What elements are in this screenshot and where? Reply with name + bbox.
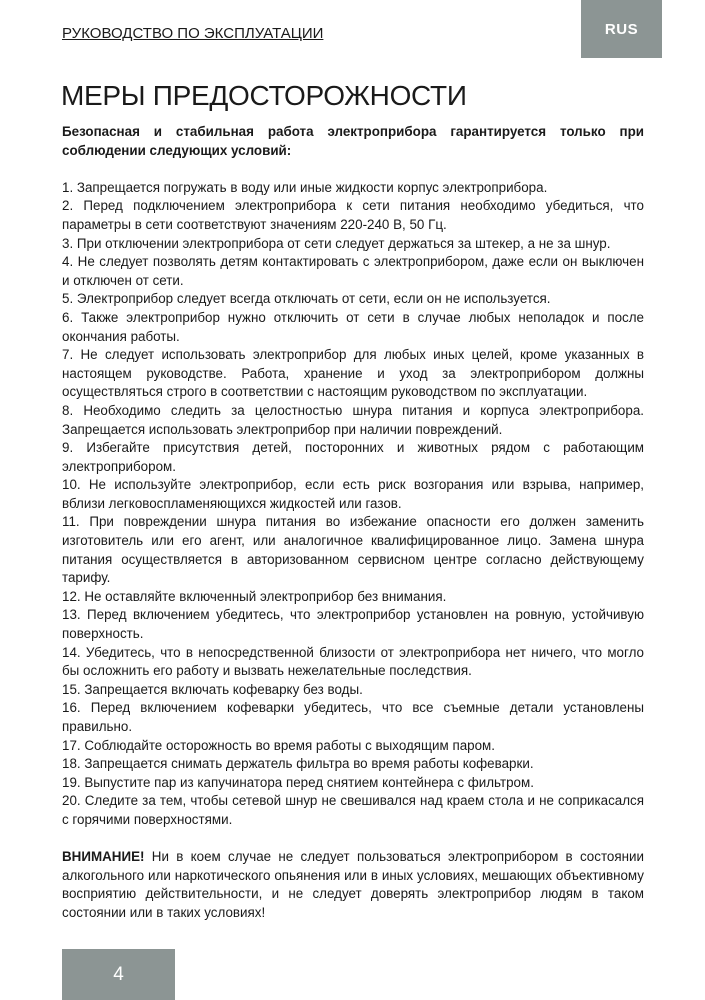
warning-paragraph (62, 848, 644, 922)
rule-item: 11. При повреждении шнура питания во избежание опасности его должен заменить изготовитель или его агент, или аналогичное квалифицированное лицо. Замена шнура питания осуществляется в авторизованном сервисном центре согласно действующему тарифу. (62, 514, 644, 586)
rule-item: 2. Перед подключением электроприбора к сети питания необходимо убедиться, что параметры в сети соответствуют значениям 220-240 В, 50 Гц. (62, 198, 644, 232)
rule-item: 16. Перед включением кофеварки убедитесь, что все съемные детали установлены правильно. (62, 700, 644, 734)
rule-item: 18. Запрещается снимать держатель фильтра во время работы кофеварки. (62, 756, 534, 772)
rule-item: 20. Следите за тем, чтобы сетевой шнур не свешивался над краем стола и не соприкасался с горячими поверхностями. (62, 793, 644, 827)
rule-item: 9. Избегайте присутствия детей, посторонних и животных рядом с работающим электроприбором. (62, 440, 644, 474)
rule-item: 3. При отключении электроприбора от сети следует держаться за штекер, а не за шнур. (62, 235, 611, 251)
warning-text: Ни в коем случае не следует пользоваться электроприбором в состоянии алкогольного или наркотического опьянения или в иных условиях, мешающих объективному восприятию действительности, и не следует доверять электроприбор людям в таком состоянии или в таких условиях! (62, 849, 644, 920)
rule-item: 19. Выпустите пар из капучинатора перед снятием контейнера с фильтром. (62, 774, 534, 790)
warning-label: ВНИМАНИЕ! (62, 849, 145, 865)
rule-item: 4. Не следует позволять детям контактировать с электроприбором, даже если он выключен и отключен от сети. (62, 254, 644, 288)
rule-item: 12. Не оставляйте включенный электроприбор без внимания. (62, 588, 447, 604)
rule-item: 10. Не используйте электроприбор, если есть риск возгорания или взрыва, например, вблизи легковоспламеняющихся жидкостей или газов. (62, 477, 644, 511)
rule-item: 5. Электроприбор следует всегда отключать от сети, если он не используется. (62, 291, 551, 307)
intro-paragraph: Безопасная и стабильная работа электроприбора гарантируется только при соблюдении следующих условий: (62, 124, 644, 158)
rule-item: 1. Запрещается погружать в воду или иные жидкости корпус электроприбора. (62, 179, 548, 195)
rule-item: 7. Не следует использовать электроприбор для любых иных целей, кроме указанных в настоящем руководстве. Работа, хранение и уход за электроприбором должны осуществляться строго в соответствии с настоящим руководством по эксплуатации. (62, 347, 644, 400)
rule-item: 13. Перед включением убедитесь, что электроприбор установлен на ровную, устойчивую поверхность. (62, 607, 644, 642)
rule-item: 8. Необходимо следить за целостностью шнура питания и корпуса электроприбора. Запрещается использовать электроприбор при наличии повреждений. (62, 402, 644, 437)
section-header: РУКОВОДСТВО ПО ЭКСПЛУАТАЦИИ (62, 25, 324, 42)
rule-item: 6. Также электроприбор нужно отключить от сети в случае любых неполадок и после окончания работы. (62, 309, 644, 344)
rule-item: 17. Соблюдайте осторожность во время работы с выходящим паром. (62, 737, 495, 753)
safety-rules-list (62, 179, 644, 830)
rule-item: 14. Убедитесь, что в непосредственной близости от электроприбора нет ничего, что могло бы осложнить его работу и вызвать нежелательные последствия. (62, 644, 644, 679)
rule-item: 15. Запрещается включать кофеварку без воды. (62, 681, 363, 697)
document-body (62, 123, 644, 923)
page-number: 4 (62, 949, 175, 1000)
page-title: МЕРЫ ПРЕДОСТОРОЖНОСТИ (61, 80, 467, 111)
language-tab: RUS (581, 0, 662, 58)
